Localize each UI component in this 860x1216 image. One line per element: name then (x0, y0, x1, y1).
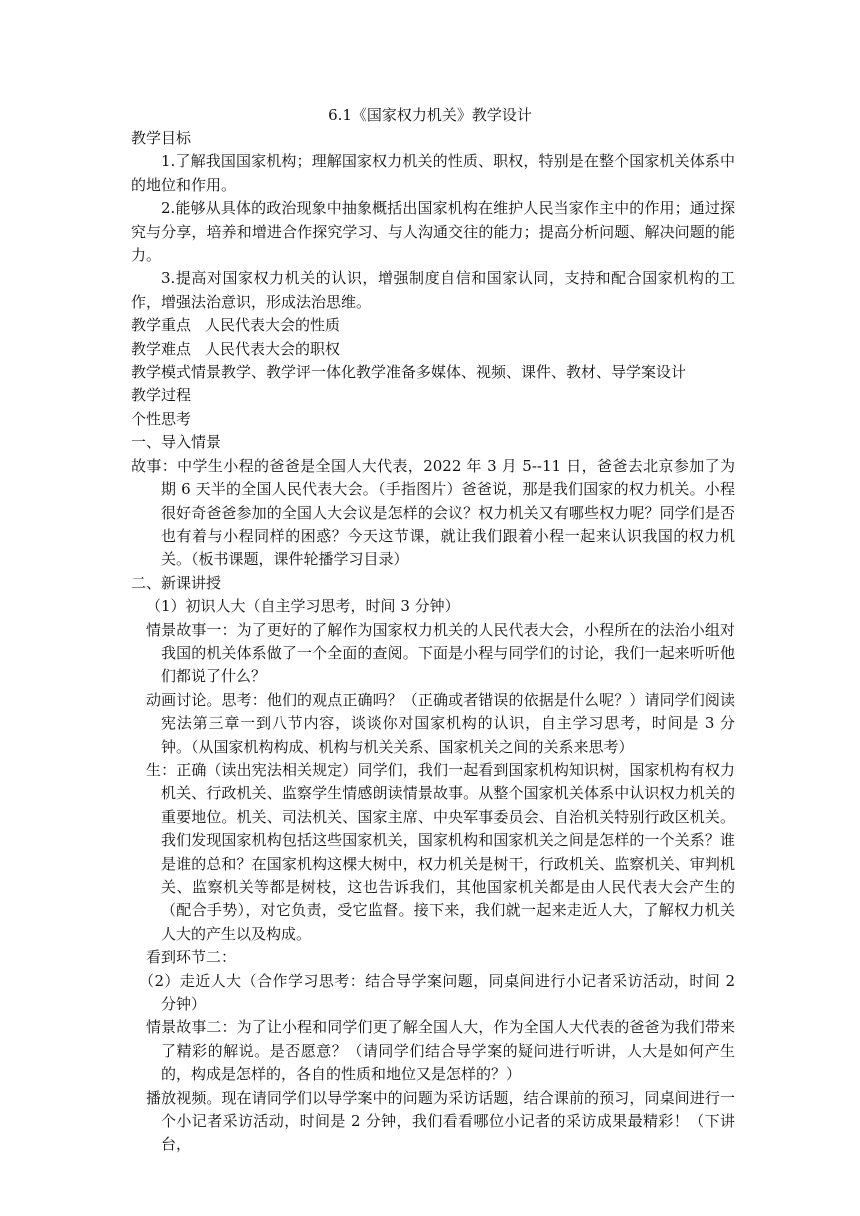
goal-1: 1.了解我国国家机构；理解国家权力机关的性质、职权，特别是在整个国家机关体系中的地位和作用。 (131, 152, 735, 194)
goals-heading: 教学目标 (131, 129, 192, 147)
part-2-heading: （2）走近人大（合作学习思考：结合导学案问题，同桌间进行小记者采访活动，时间 2 分钟） (139, 971, 735, 1014)
scene-story-1: 情景故事一：为了更好的了解作为国家权力机关的人民代表大会，小程所在的法治小组对我国的机关体系做了一个全面的查阅。下面是小程与同学们的讨论，我们一起来听听他们都说了什么？ (146, 620, 735, 686)
animation-discussion: 动画讨论。思考：他们的观点正确吗？（正确或者错误的依据是什么呢？）请同学们阅读宪法第三章一到八节内容，谈谈你对国家机构的认识，自主学习思考，时间是 3 分钟。（从国家机构构成、机构与机关关系、国家机关之间的关系来思考） (146, 690, 735, 756)
story-paragraph: 故事：中学生小程的爸爸是全国人大代表，2022 年 3 月 5--11 日，爸爸去北京参加了为期 6 天半的全国人民代表大会。（手指图片）爸爸说，那是我们国家的权力机关。小程很好奇爸爸参加的全国人大会议是怎样的会议？权力机关又有哪些权力呢？同学们是否也有着与小程同样的困惑？今天这节课，就让我们跟着小程一起来认识我国的权力机关。（板书课题，课件轮播学习目录） (131, 456, 735, 569)
part-1-heading: （1）初识人大（自主学习思考，时间 3 分钟） (146, 597, 460, 616)
scene-story-2: 情景故事二：为了让小程和同学们更了解全国人大，作为全国人大代表的爸爸为我们带来了精彩的解说。是否愿意？（请同学们结合导学案的疑问进行听讲，人大是如何产生的，构成是怎样的，各自的性质和地位又是怎样的？） (146, 1018, 735, 1084)
document-title: 6.1《国家权力机关》教学设计 (328, 106, 532, 124)
document-body (131, 127, 735, 1157)
play-video: 播放视频。现在请同学们以导学案中的问题为采访话题，结合课前的预习，同桌间进行一个小记者采访活动，时间是 2 分钟，我们看看哪位小记者的采访成果最精彩！（下讲台， (146, 1088, 735, 1154)
mode-line: 教学模式情景教学、教学评一体化教学准备多媒体、视频、课件、教材、导学案设计 (131, 363, 687, 382)
section-2-heading: 二、新课讲授 (131, 573, 222, 592)
difficulty-value: 人民代表大会的职权 (205, 339, 341, 358)
student-answer: 生：正确（读出宪法相关规定）同学们，我们一起看到国家机构知识树，国家机构有权力机关、行政机关、监察学生情感朗读情景故事。从整个国家机关体系中认识权力机关的重要地位。机关、司法机关、国家主席、中央军事委员会、自治机关特别行政区机关。我们发现国家机构包括这些国家机关，国家机构和国家机关之间是怎样的一个关系？谁是谁的总和？在国家机构这棵大树中，权力机关是树干，行政机关、监察机关、审判机关、监察机关等都是树枝，这也告诉我们，其他国家机关都是由人民代表大会产生的（配合手势），对它负责，受它监督。接下来，我们就一起来走近人大，了解权力机关人大的产生以及构成。 (146, 760, 735, 943)
goal-2: 2.能够从具体的政治现象中抽象概括出国家机构在维护人民当家作主中的作用；通过探究与分享，培养和增进合作探究学习、与人沟通交往的能力；提高分析问题、解决问题的能力。 (131, 199, 735, 265)
difficulty-line (131, 338, 735, 361)
key-point-line (131, 314, 735, 337)
personal-thinking: 个性思考 (131, 409, 192, 428)
see-link-2: 看到环节二： (146, 948, 237, 967)
goal-3: 3.提高对国家权力机关的认识，增强制度自信和国家认同，支持和配合国家机构的工作，增强法治意识，形成法治思维。 (131, 269, 735, 311)
key-point-value: 人民代表大会的性质 (205, 316, 341, 335)
section-1-heading: 一、导入情景 (131, 433, 222, 452)
process-heading: 教学过程 (131, 386, 192, 405)
difficulty-label: 教学难点 (131, 339, 192, 358)
key-point-label: 教学重点 (131, 316, 192, 335)
